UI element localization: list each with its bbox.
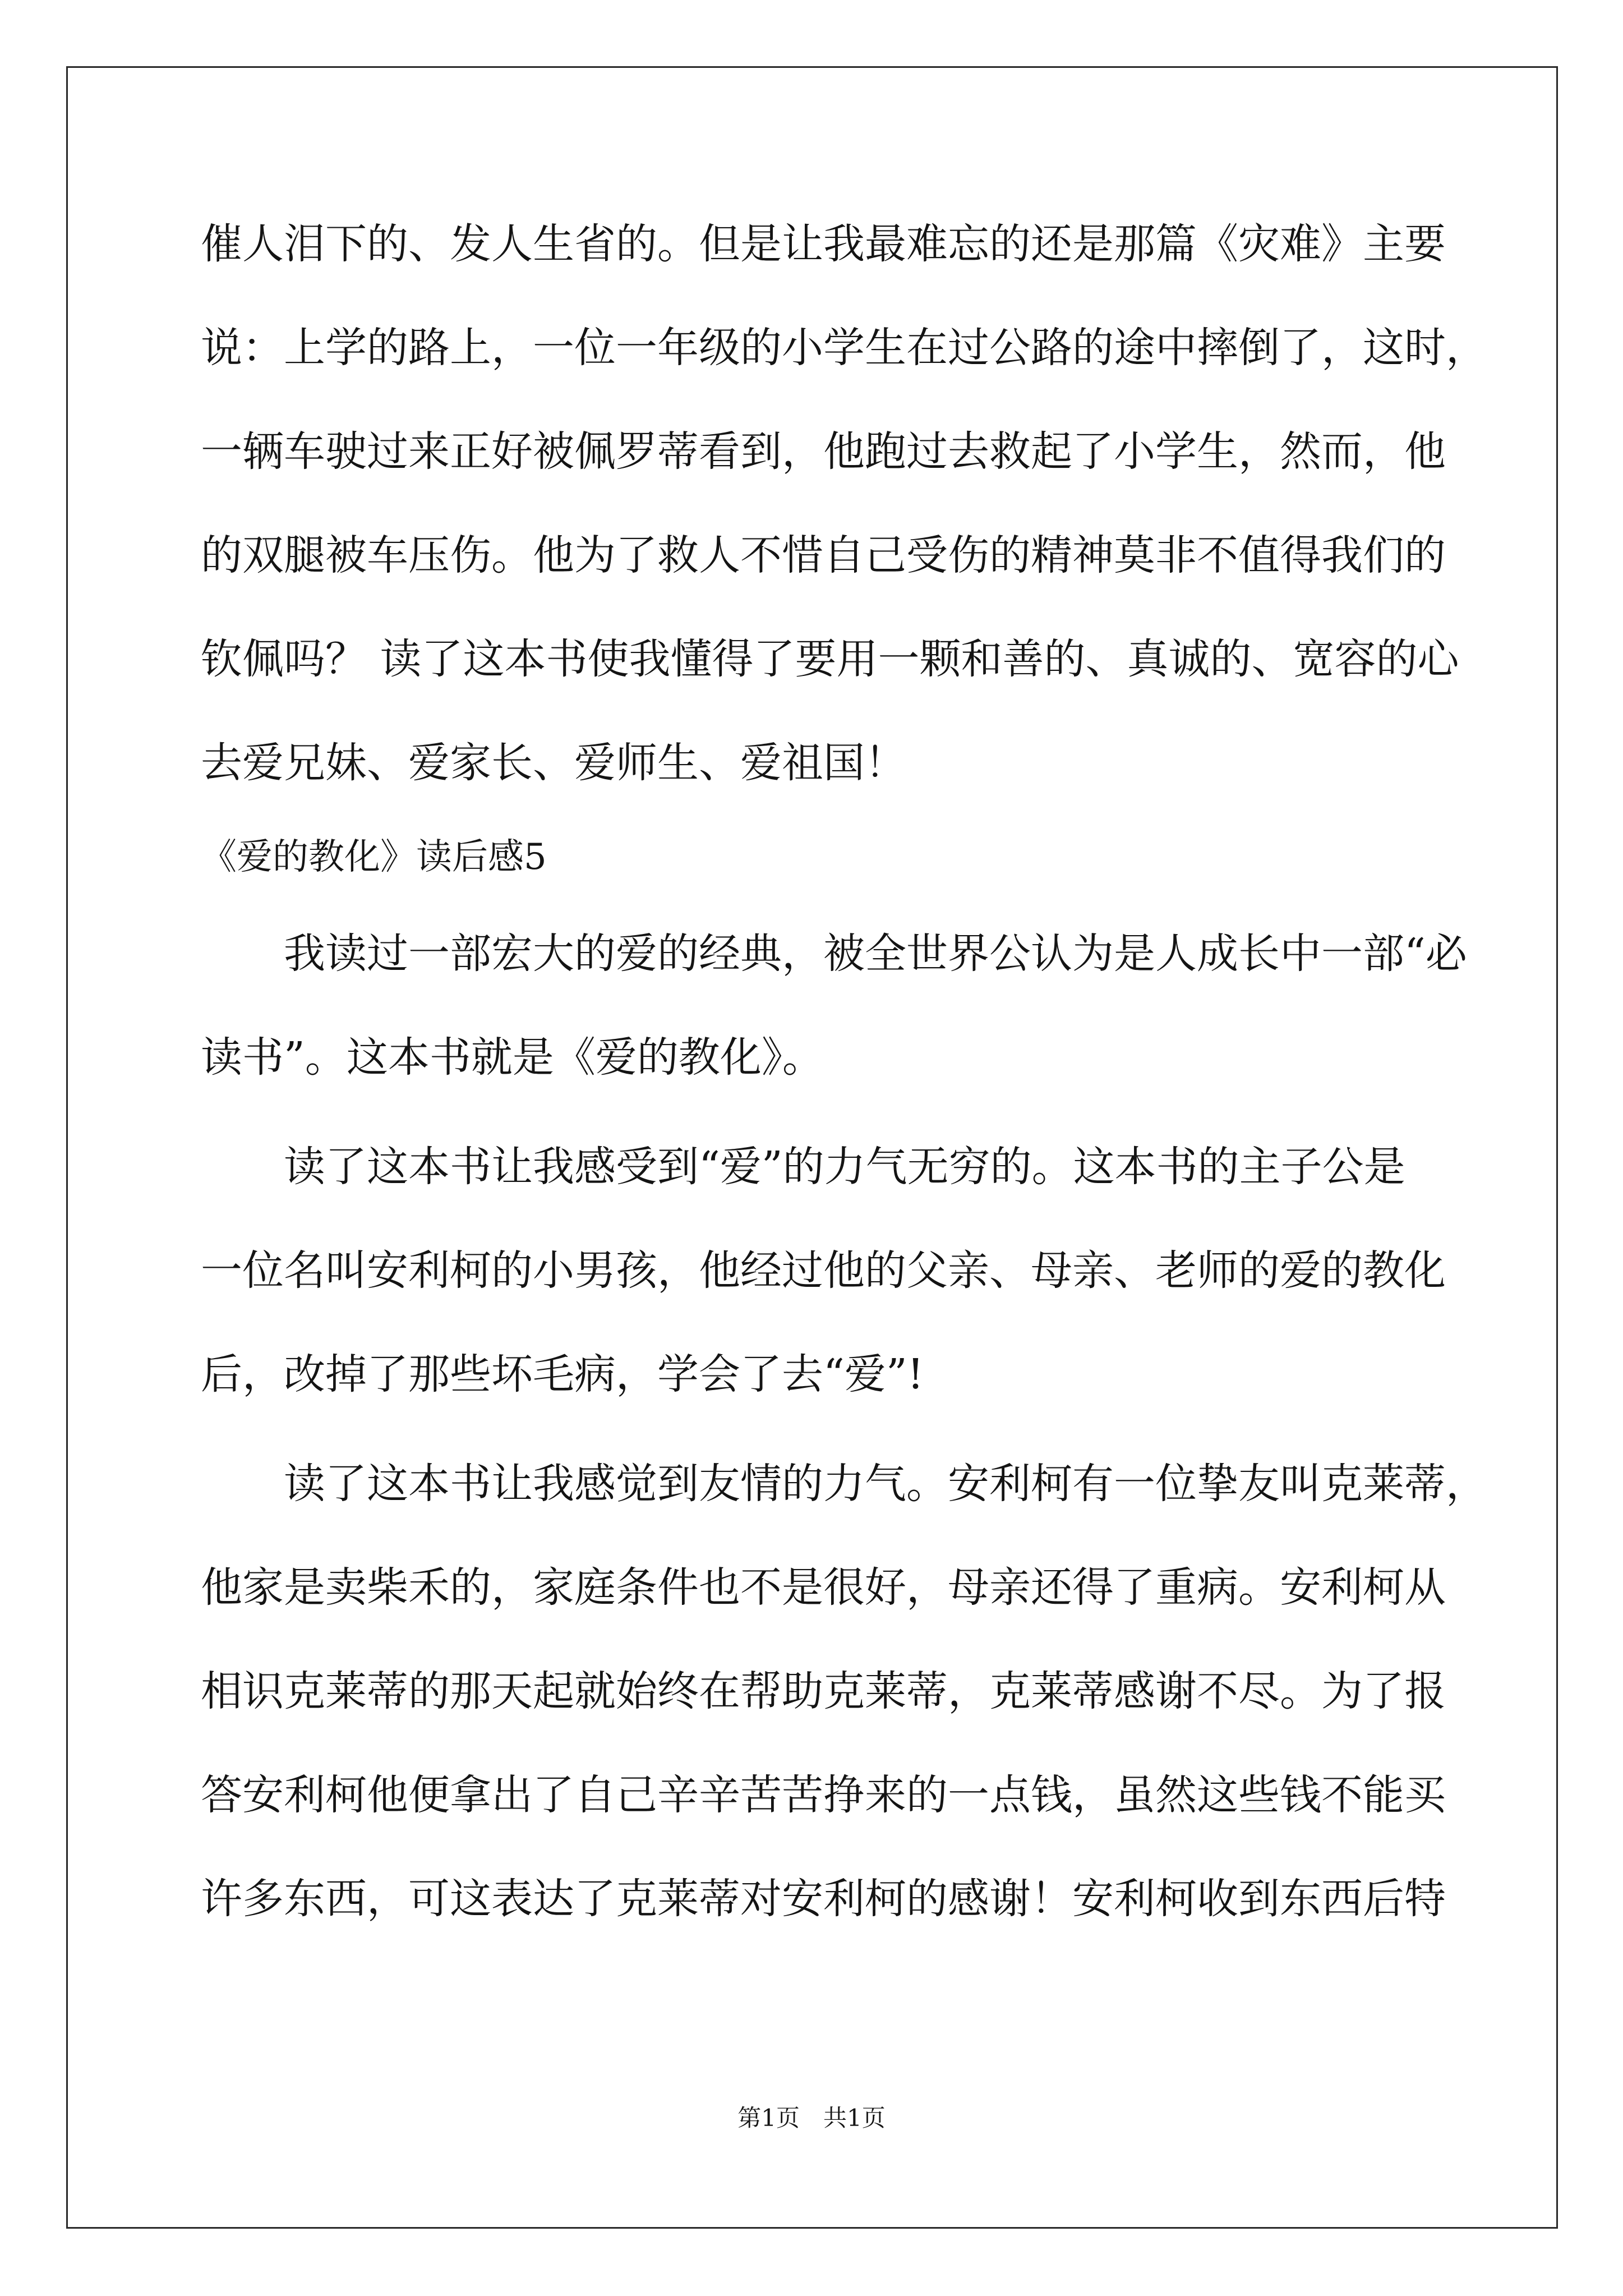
text-line: 相识克莱蒂的那天起就始终在帮助克莱蒂，克莱蒂感谢不尽。为了报 — [201, 1667, 1446, 1715]
text-line: 一位名叫安利柯的小男孩，他经过他的父亲、母亲、老师的爱的教化 — [201, 1246, 1446, 1295]
text-line: 读书”。这本书就是《爱的教化》。 — [201, 1033, 824, 1082]
text-line: 读了这本书让我感觉到友情的力气。安利柯有一位挚友叫克莱蒂， — [201, 1460, 1487, 1508]
text-line: 说：上学的路上，一位一年级的小学生在过公路的途中摔倒了，这时， — [201, 324, 1487, 372]
text-line: 答安利柯他便拿出了自己辛辛苦苦挣来的一点钱，虽然这些钱不能买 — [201, 1771, 1446, 1819]
text-line: 我读过一部宏大的爱的经典，被全世界公认为是人成长中一部“必 — [201, 930, 1467, 978]
text-line: 催人泪下的、发人生省的。但是让我最难忘的还是那篇《灾难》主要 — [201, 220, 1446, 268]
text-line: 钦佩吗？ 读了这本书使我懂得了要用一颗和善的、真诚的、宽容的心 — [201, 635, 1459, 683]
page-number: 第1页 共1页 — [737, 2104, 886, 2132]
text-line: 读了这本书让我感受到“爱”的力气无穷的。这本书的主子公是 — [201, 1143, 1405, 1191]
text-line: 他家是卖柴禾的，家庭条件也不是很好，母亲还得了重病。安利柯从 — [201, 1563, 1446, 1612]
text-line: 去爱兄妹、爱家长、爱师生、爱祖国！ — [201, 739, 906, 787]
text-line: 的双腿被车压伤。他为了救人不惜自己受伤的精神莫非不值得我们的 — [201, 531, 1446, 579]
text-line: 后，改掉了那些坏毛病，学会了去“爱”! — [201, 1350, 924, 1398]
text-line: 一辆车驶过来正好被佩罗蒂看到，他跑过去救起了小学生，然而，他 — [201, 427, 1446, 476]
section-title: 《爱的教化》读后感5 — [201, 836, 547, 878]
text-line: 许多东西，可这表达了克莱蒂对安利柯的感谢！安利柯收到东西后特 — [201, 1875, 1446, 1923]
